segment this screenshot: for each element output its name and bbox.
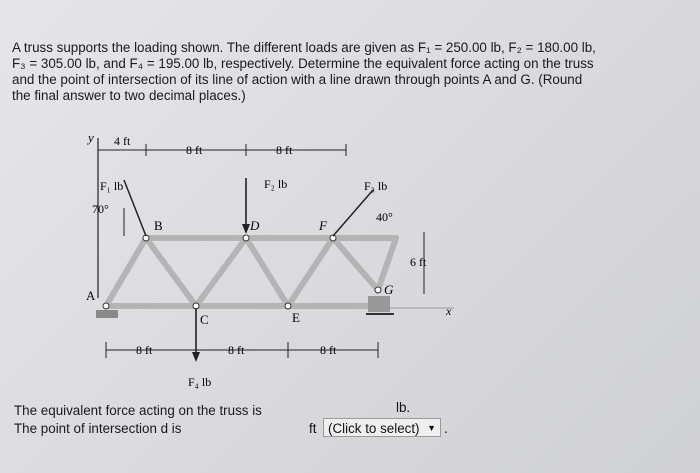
- angle-f3-label: 40°: [376, 210, 393, 224]
- dim-top-8ft-b: 8 ft: [276, 143, 293, 157]
- node-a-label: A: [86, 288, 96, 303]
- node-g-label: G: [384, 282, 394, 297]
- dim-bottom-8ft-b: 8 ft: [228, 343, 245, 357]
- force-f2-arrowhead: [242, 224, 250, 234]
- problem-statement: [12, 40, 688, 104]
- point-answer-input[interactable]: [212, 421, 308, 439]
- chevron-down-icon: ▼: [427, 423, 436, 433]
- angle-f1-label: 70°: [92, 202, 109, 216]
- truss-figure: [78, 128, 458, 398]
- node-d-label: D: [250, 218, 260, 233]
- point-unit: ft: [309, 421, 317, 436]
- force-f3-label: F₃ lb: [364, 179, 388, 193]
- dim-top-4ft: 4 ft: [114, 134, 131, 148]
- node-e-label: E: [292, 310, 300, 325]
- force-f1-arrow: [124, 180, 146, 236]
- dim-right-6ft: 6 ft: [410, 255, 427, 269]
- y-axis-label: y: [88, 130, 94, 145]
- force-unit: lb.: [396, 400, 411, 415]
- direction-select[interactable]: [323, 418, 441, 437]
- support-g: [368, 296, 390, 312]
- truss-members: [106, 238, 396, 306]
- dim-bottom-8ft-a: 8 ft: [136, 343, 153, 357]
- force-answer-input[interactable]: [300, 400, 394, 419]
- force-f4-label: F₄ lb: [188, 375, 212, 389]
- force-f2-label: F₂ lb: [264, 177, 288, 191]
- support-a: [96, 310, 118, 318]
- node-b-label: B: [154, 218, 163, 233]
- node-f-label: F: [319, 218, 327, 233]
- force-f1-label: F₁ lb: [100, 179, 124, 193]
- point-answer-label: The point of intersection d is: [14, 421, 182, 436]
- problem-line-1: A truss supports the loading shown. The different loads are given as F₁ = 250.00 lb, F₂ = 180.00 lb,: [12, 40, 596, 55]
- x-axis-label: x: [446, 304, 452, 318]
- dim-top-8ft-a: 8 ft: [186, 143, 203, 157]
- select-value: (Click to select): [328, 421, 420, 436]
- problem-line-3: and the point of intersection of its line of action with a line drawn through points A and G. (Round: [12, 72, 583, 87]
- problem-line-4: the final answer to two decimal places.): [12, 88, 246, 103]
- force-answer-label: The equivalent force acting on the truss is: [14, 403, 262, 418]
- dim-bottom-8ft-c: 8 ft: [320, 343, 337, 357]
- node-c-label: C: [200, 312, 209, 327]
- problem-line-2: F₃ = 305.00 lb, and F₄ = 195.00 lb, respectively. Determine the equivalent force acting on the truss: [12, 56, 594, 71]
- force-f3-arrow: [333, 190, 373, 236]
- trailing-period: .: [444, 421, 448, 436]
